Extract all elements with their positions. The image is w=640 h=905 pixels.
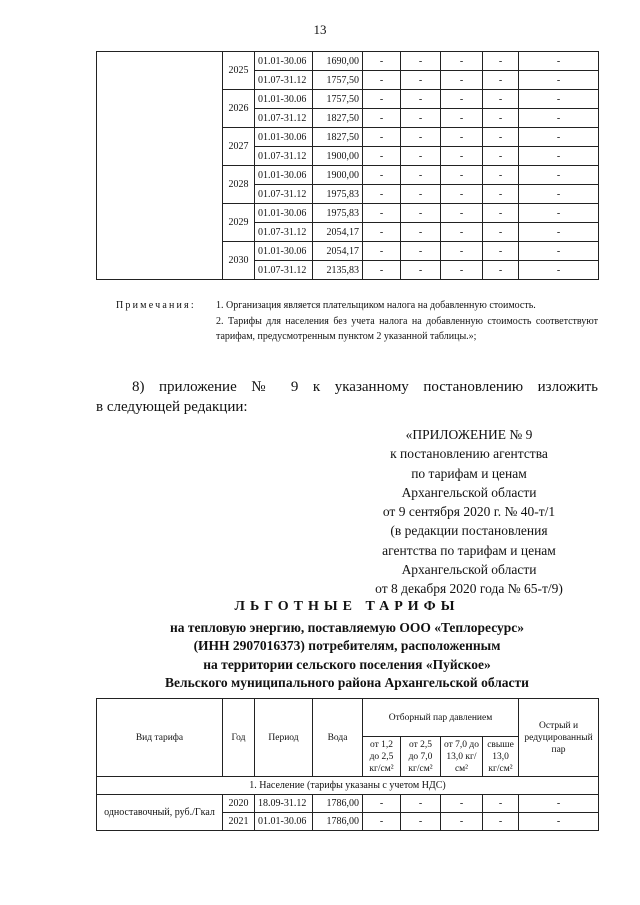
dash-cell: - bbox=[441, 52, 483, 71]
dash-cell: - bbox=[441, 813, 483, 831]
dash-cell: - bbox=[483, 242, 519, 261]
period-cell: 01.01-30.06 bbox=[255, 90, 313, 109]
dash-cell: - bbox=[363, 185, 401, 204]
dash-cell: - bbox=[483, 166, 519, 185]
period-cell: 01.07-31.12 bbox=[255, 223, 313, 242]
dash-cell: - bbox=[401, 795, 441, 813]
tariff-continuation-table bbox=[96, 51, 599, 280]
appendix-line: к постановлению агентства bbox=[390, 446, 548, 462]
title-line: на тепловую энергию, поставляемую ООО «Теплоресурс» bbox=[169, 620, 525, 635]
dash-cell: - bbox=[363, 109, 401, 128]
year-cell: 2028 bbox=[223, 166, 255, 204]
period-cell: 01.01-30.06 bbox=[255, 813, 313, 831]
water-value-cell: 1827,50 bbox=[313, 109, 363, 128]
dash-cell: - bbox=[401, 223, 441, 242]
dash-cell: - bbox=[519, 795, 599, 813]
dash-cell: - bbox=[483, 90, 519, 109]
dash-cell: - bbox=[441, 71, 483, 90]
page-number: 13 bbox=[313, 22, 327, 37]
dash-cell: - bbox=[519, 71, 599, 90]
dash-cell: - bbox=[519, 261, 599, 280]
notes-label: Примечания: bbox=[116, 300, 196, 311]
dash-cell: - bbox=[441, 261, 483, 280]
tariff-type-cell bbox=[97, 52, 223, 280]
water-value-cell: 2054,17 bbox=[313, 223, 363, 242]
dash-cell: - bbox=[363, 147, 401, 166]
year-cell: 2029 bbox=[223, 204, 255, 242]
title-heading: ЛЬГОТНЫЕ ТАРИФЫ bbox=[234, 599, 460, 614]
dash-cell: - bbox=[519, 204, 599, 223]
appendix-line: от 8 декабря 2020 года № 65-т/9) bbox=[375, 581, 563, 597]
header-period: Период bbox=[255, 699, 313, 777]
dash-cell: - bbox=[441, 128, 483, 147]
period-cell: 01.07-31.12 bbox=[255, 185, 313, 204]
dash-cell: - bbox=[401, 90, 441, 109]
period-cell: 01.01-30.06 bbox=[255, 128, 313, 147]
header-pressure-3: от 7,0 до 13,0 кг/см² bbox=[441, 737, 483, 777]
item-8-line-1: 8) приложение № 9 к указанному постановлению изложить bbox=[132, 379, 598, 395]
dash-cell: - bbox=[401, 166, 441, 185]
water-value-cell: 2054,17 bbox=[313, 242, 363, 261]
year-cell: 2025 bbox=[223, 52, 255, 90]
note-2: 2. Тарифы для населения без учета налога на добавленную стоимость соответствуют тарифам, предусмотренным пунктом 2 указанной таблицы.»; bbox=[216, 316, 598, 342]
dash-cell: - bbox=[401, 109, 441, 128]
appendix-line: агентства по тарифам и ценам bbox=[382, 542, 556, 558]
water-value-cell: 1827,50 bbox=[313, 128, 363, 147]
dash-cell: - bbox=[363, 223, 401, 242]
year-cell: 2021 bbox=[223, 813, 255, 831]
dash-cell: - bbox=[519, 52, 599, 71]
dash-cell: - bbox=[363, 166, 401, 185]
period-cell: 18.09-31.12 bbox=[255, 795, 313, 813]
header-pressure-1: от 1,2 до 2,5 кг/см² bbox=[363, 737, 401, 777]
dash-cell: - bbox=[483, 795, 519, 813]
dash-cell: - bbox=[401, 185, 441, 204]
water-value-cell: 2135,83 bbox=[313, 261, 363, 280]
dash-cell: - bbox=[483, 813, 519, 831]
period-cell: 01.01-30.06 bbox=[255, 166, 313, 185]
dash-cell: - bbox=[483, 52, 519, 71]
dash-cell: - bbox=[401, 128, 441, 147]
dash-cell: - bbox=[519, 242, 599, 261]
appendix-line: (в редакции постановления bbox=[390, 523, 548, 539]
dash-cell: - bbox=[363, 242, 401, 261]
dash-cell: - bbox=[401, 261, 441, 280]
dash-cell: - bbox=[519, 90, 599, 109]
dash-cell: - bbox=[363, 52, 401, 71]
section-title: 1. Население (тарифы указаны с учетом НДС) bbox=[97, 777, 599, 795]
dash-cell: - bbox=[441, 223, 483, 242]
header-pressure-2: от 2,5 до 7,0 кг/см² bbox=[401, 737, 441, 777]
item-8-line-2: в следующей редакции: bbox=[96, 399, 248, 415]
dash-cell: - bbox=[441, 166, 483, 185]
period-cell: 01.07-31.12 bbox=[255, 109, 313, 128]
dash-cell: - bbox=[519, 128, 599, 147]
dash-cell: - bbox=[401, 242, 441, 261]
dash-cell: - bbox=[441, 90, 483, 109]
period-cell: 01.07-31.12 bbox=[255, 71, 313, 90]
dash-cell: - bbox=[441, 109, 483, 128]
dash-cell: - bbox=[519, 109, 599, 128]
appendix-line: от 9 сентября 2020 г. № 40-т/1 bbox=[382, 504, 556, 520]
dash-cell: - bbox=[363, 71, 401, 90]
header-tariff-type: Вид тарифа bbox=[97, 699, 223, 777]
dash-cell: - bbox=[483, 147, 519, 166]
appendix-line: Архангельской области bbox=[401, 484, 537, 500]
dash-cell: - bbox=[519, 223, 599, 242]
dash-cell: - bbox=[441, 242, 483, 261]
water-value-cell: 1786,00 bbox=[313, 795, 363, 813]
item-8-paragraph bbox=[96, 377, 598, 417]
tariff-type-cell: одноставочный, руб./Гкал bbox=[97, 795, 223, 831]
dash-cell: - bbox=[483, 71, 519, 90]
dash-cell: - bbox=[363, 795, 401, 813]
year-cell: 2020 bbox=[223, 795, 255, 813]
water-value-cell: 1786,00 bbox=[313, 813, 363, 831]
title-line: Вельского муниципального района Архангельской области bbox=[165, 674, 529, 690]
section-row bbox=[97, 777, 599, 795]
dash-cell: - bbox=[519, 166, 599, 185]
header-steam: Отборный пар давлением bbox=[363, 699, 519, 737]
dash-cell: - bbox=[441, 147, 483, 166]
header-pressure-4: свыше 13,0 кг/см² bbox=[483, 737, 519, 777]
period-cell: 01.01-30.06 bbox=[255, 242, 313, 261]
preferential-tariff-table bbox=[96, 698, 599, 831]
dash-cell: - bbox=[519, 185, 599, 204]
water-value-cell: 1975,83 bbox=[313, 204, 363, 223]
year-cell: 2027 bbox=[223, 128, 255, 166]
dash-cell: - bbox=[401, 813, 441, 831]
header-sharp-steam: Острый и редуцированный пар bbox=[519, 699, 599, 777]
dash-cell: - bbox=[441, 204, 483, 223]
dash-cell: - bbox=[401, 147, 441, 166]
dash-cell: - bbox=[363, 128, 401, 147]
dash-cell: - bbox=[483, 223, 519, 242]
dash-cell: - bbox=[483, 185, 519, 204]
water-value-cell: 1900,00 bbox=[313, 166, 363, 185]
period-cell: 01.07-31.12 bbox=[255, 147, 313, 166]
appendix-header bbox=[340, 425, 598, 599]
water-value-cell: 1975,83 bbox=[313, 185, 363, 204]
table-row bbox=[97, 795, 599, 813]
header-water: Вода bbox=[313, 699, 363, 777]
dash-cell: - bbox=[441, 795, 483, 813]
dash-cell: - bbox=[519, 147, 599, 166]
appendix-line: «ПРИЛОЖЕНИЕ № 9 bbox=[405, 427, 533, 442]
dash-cell: - bbox=[363, 204, 401, 223]
dash-cell: - bbox=[483, 204, 519, 223]
appendix-line: по тарифам и ценам bbox=[411, 465, 527, 481]
dash-cell: - bbox=[483, 128, 519, 147]
title-line: на территории сельского поселения «Пуйское» bbox=[203, 656, 491, 672]
water-value-cell: 1690,00 bbox=[313, 52, 363, 71]
water-value-cell: 1757,50 bbox=[313, 90, 363, 109]
dash-cell: - bbox=[483, 109, 519, 128]
period-cell: 01.01-30.06 bbox=[255, 204, 313, 223]
year-cell: 2026 bbox=[223, 90, 255, 128]
water-value-cell: 1757,50 bbox=[313, 71, 363, 90]
dash-cell: - bbox=[483, 261, 519, 280]
table-row bbox=[97, 52, 599, 71]
year-cell: 2030 bbox=[223, 242, 255, 280]
dash-cell: - bbox=[401, 71, 441, 90]
title-line: (ИНН 2907016373) потребителям, расположенным bbox=[193, 638, 501, 654]
water-value-cell: 1900,00 bbox=[313, 147, 363, 166]
period-cell: 01.07-31.12 bbox=[255, 261, 313, 280]
dash-cell: - bbox=[401, 52, 441, 71]
dash-cell: - bbox=[363, 261, 401, 280]
dash-cell: - bbox=[519, 813, 599, 831]
document-title bbox=[96, 597, 598, 692]
period-cell: 01.01-30.06 bbox=[255, 52, 313, 71]
note-1: 1. Организация является плательщиком налога на добавленную стоимость. bbox=[216, 300, 536, 311]
dash-cell: - bbox=[363, 90, 401, 109]
dash-cell: - bbox=[363, 813, 401, 831]
header-year: Год bbox=[223, 699, 255, 777]
dash-cell: - bbox=[441, 185, 483, 204]
appendix-line: Архангельской области bbox=[401, 562, 537, 578]
dash-cell: - bbox=[401, 204, 441, 223]
